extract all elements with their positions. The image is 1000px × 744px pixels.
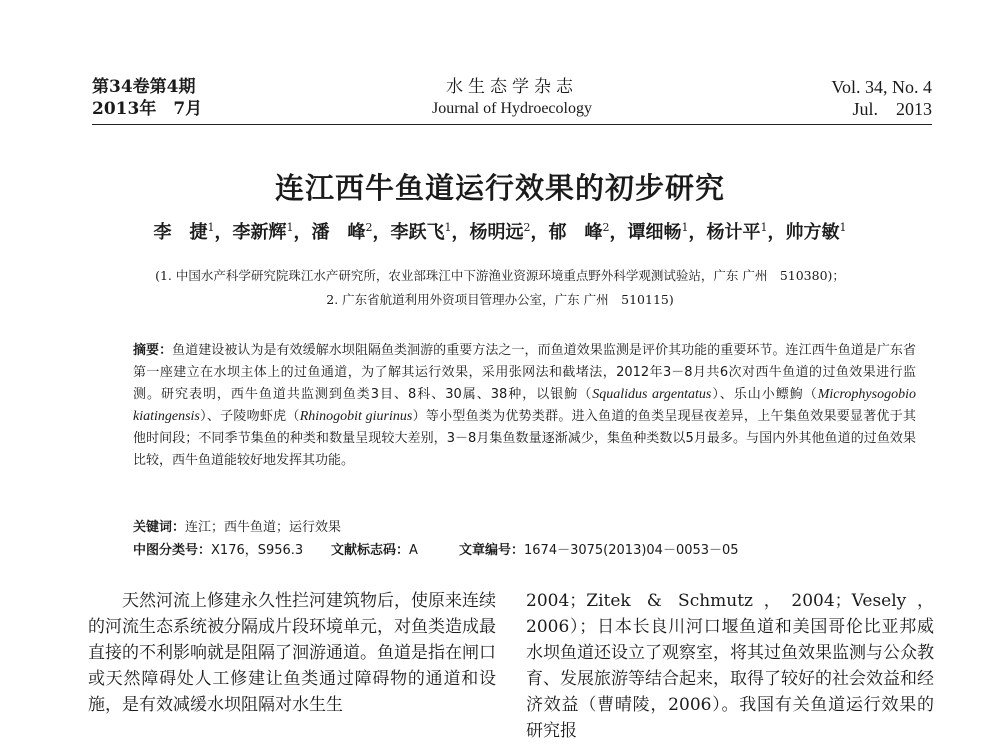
volume-issue-en: Vol. 34, No. 4 [831,77,932,97]
doc-code-label: 文献标志码： [331,543,410,558]
keywords-text: 连江；西牛鱼道；运行效果 [185,520,342,535]
species-name: Rhinogobit giurinus [299,409,413,424]
abstract-label: 摘要： [133,343,173,358]
species-name: Microphysogobio kiatingensis [133,387,916,424]
author-name: 潘 峰 [311,222,366,243]
article-number-value: 1674－3075(2013)04－0053－05 [524,543,739,558]
author-name: 杨计平 [706,222,761,243]
classification-line [133,539,916,558]
issue-info-en [831,76,932,120]
author-affiliation-mark: 2 [365,221,373,234]
author-name: 李新辉 [232,222,287,243]
abstract-text: ）、乐山小鳔鮈（ [711,387,818,402]
volume-issue: 第34卷第4期 [92,77,196,97]
author-affiliation-mark: 1 [286,221,294,234]
abstract-text: ）等小型鱼类为优势类群。进入鱼道的鱼类呈现昼夜差异，上午集鱼效果要显著优于其他时间段；不同季节集鱼的种类和数量呈现较大差别，3－8月集鱼数量逐渐减少，集鱼种类数以5月最多。与国内外其他鱼道的过鱼效果比较，西牛鱼道能较好地发挥其功能。 [133,409,916,468]
running-header [92,74,932,125]
affiliation-2: 2. 广东省航道利用外资项目管理办公室，广东 广州 510115) [326,292,674,307]
issue-date-en: Jul. 2013 [852,99,932,119]
keywords-label: 关键词： [133,520,186,535]
article-number [459,539,739,558]
author-affiliation-mark: 1 [760,221,768,234]
author-name: 李跃飞 [390,222,445,243]
body-column-left: 天然河流上修建永久性拦河建筑物后，使原来连续的河流生态系统被分隔成片段环境单元，对鱼类造成最直接的不利影响就是阻隔了洄游通道。鱼道是指在闸口或天然障碍处人工修建让鱼类通过障碍物的通道和设施，是有效减缓水坝阻隔对水生生 [88,591,496,715]
author-name: 杨明远 [469,222,524,243]
affiliation-1: (1. 中国水产科学研究院珠江水产研究所，农业部珠江中下游渔业资源环境重点野外科学观测试验站，广东 广州 510380)； [155,268,845,283]
clc-number [133,539,331,558]
author-name: 李 捷 [153,222,208,243]
author-affiliation-mark: 1 [444,221,452,234]
doc-code-value: A [409,543,418,558]
author-list: 李 捷$^1$，李新辉$^1$，潘 峰$^2$，李跃飞$^1$，杨明远$^2$，郁 峰$^2$，谭细畅$^1$，杨计平$^1$，帅方敏$^1$ [153,221,847,243]
clc-value: X176，S956.3 [211,543,304,558]
abstract-text: 鱼道建设被认为是有效缓解水坝阻隔鱼类洄游的重要方法之一，而鱼道效果监测是评价其功能的重要环节。连江西牛鱼道是广东省第一座建立在水坝主体上的过鱼通道，为了解其运行效果，采用张网法和截堵法，2012年3－8月共6次对西牛鱼道的过鱼效果进行监测。研究表明，西牛鱼道共监测到鱼类3目、8科、30属、38种，以银鮈（ [133,343,916,402]
abstract-text: ）、子陵吻虾虎（ [199,409,300,424]
abstract [133,340,916,472]
author-affiliation-mark: 2 [602,221,610,234]
author-affiliation-mark: 1 [207,221,215,234]
keywords [133,516,341,535]
author-affiliation-mark: 2 [523,221,531,234]
author-name: 谭细畅 [627,222,682,243]
document-code [331,539,459,558]
author-affiliation-mark: 1 [681,221,689,234]
author-affiliation-mark: 1 [839,221,847,234]
author-name: 郁 峰 [548,222,603,243]
clc-label: 中图分类号： [133,543,212,558]
body-column-right: 2004；Zitek & Schmutz，2004；Vesely，2006）；日本长良川河口堰鱼道和美国哥伦比亚邦威水坝鱼道还设立了观察室，将其过鱼效果监测与公众教育、发展旅游等结合起来，取得了较好的社会效益和经济效益（曹晴陵，2006）。我国有关鱼道运行效果的研究报 [526,591,934,741]
journal-name-zh: 水生态学杂志 [446,77,578,97]
article-number-label: 文章编号： [459,543,525,558]
paper-title: 连江西牛鱼道运行效果的初步研究 [274,171,725,205]
issue-date: 2013年 7月 [92,99,203,119]
species-name: Squalidus argentatus [592,387,712,402]
journal-name-en: Journal of Hydroecology [432,100,592,117]
journal-name [92,76,932,120]
author-name: 帅方敏 [785,222,840,243]
